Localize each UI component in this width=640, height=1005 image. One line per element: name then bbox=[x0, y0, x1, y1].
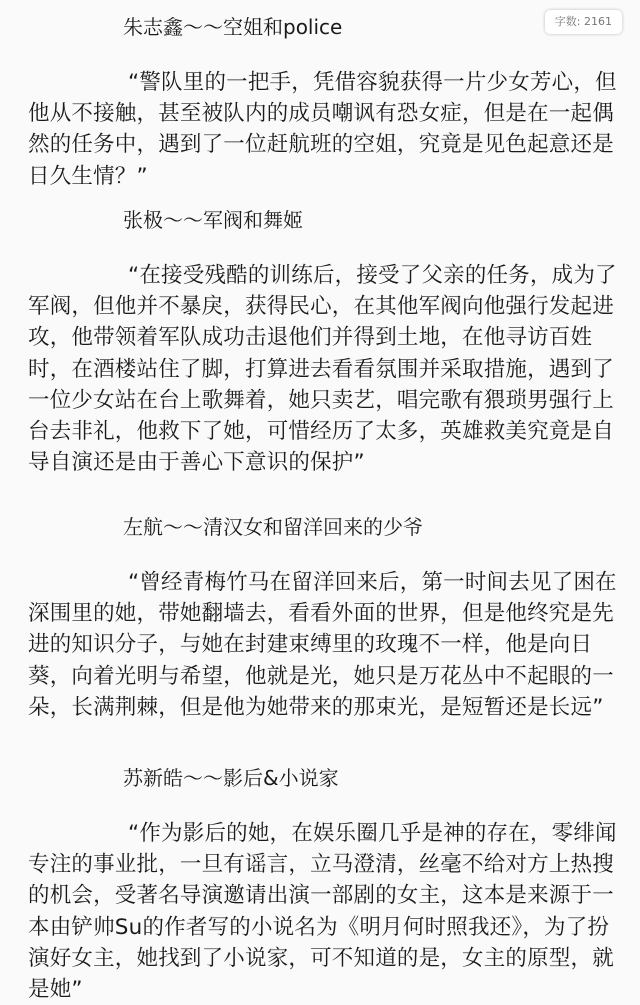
item-title: 张极～～军阀和舞姬 bbox=[123, 208, 303, 232]
item-title: 苏新皓～～影后&小说家 bbox=[123, 766, 339, 790]
item-description: “警队里的一把手，凭借容貌获得一片少女芳心，但他从不接触，甚至被队内的成员嘲讽有恐女症，但是在一起偶然的任务中，遇到了一位赶航班的空姐，究竟是见色起意还是日久生情？” bbox=[28, 70, 617, 189]
item-title: 左航～～清汉女和留洋回来的少爷 bbox=[123, 515, 423, 539]
word-count-label: 字数: bbox=[554, 15, 581, 28]
item-description: “在接受残酷的训练后，接受了父亲的任务，成为了军阀，但他并不暴戾，获得民心，在其他军阀向他强行发起进攻，他带领着军队成功击退他们并得到土地，在他寻访百姓时，在酒楼站住了脚，打算进去看看氛围并采取措施，遇到了一位少女站在台上歌舞着，她只卖艺，唱完歌有猥琐男强行上台去非礼，他救下了她，可惜经历了太多，英雄救美究竟是自导自演还是由于善心下意识的保护” bbox=[28, 263, 617, 476]
item-title: 朱志鑫～～空姐和police bbox=[123, 15, 343, 39]
item-description: “曾经青梅竹马在留洋回来后，第一时间去见了困在深围里的她，带她翻墙去，看看外面的世界，但是他终究是先进的知识分子，与她在封建束缚里的玫瑰不一样，他是向日葵，向着光明与希望，他就是光，她只是万花丛中不起眼的一朵，长满荆棘，但是他为她带来的那束光，是短暂还是长远” bbox=[28, 570, 617, 720]
word-count-value: 2161 bbox=[584, 15, 612, 28]
item-description: “作为影后的她，在娱乐圈几乎是神的存在，零绯闻专注的事业批，一旦有谣言，立马澄清，丝毫不给对方上热搜的机会，受著名导演邀请出演一部剧的女主，这本是来源于一本由铲帅Su的作者写的小说名为《明月何时照我还》，为了扮演好女主，她找到了小说家，可不知道的是，女主的原型，就是她” bbox=[28, 821, 617, 1003]
word-count-badge bbox=[545, 10, 622, 34]
